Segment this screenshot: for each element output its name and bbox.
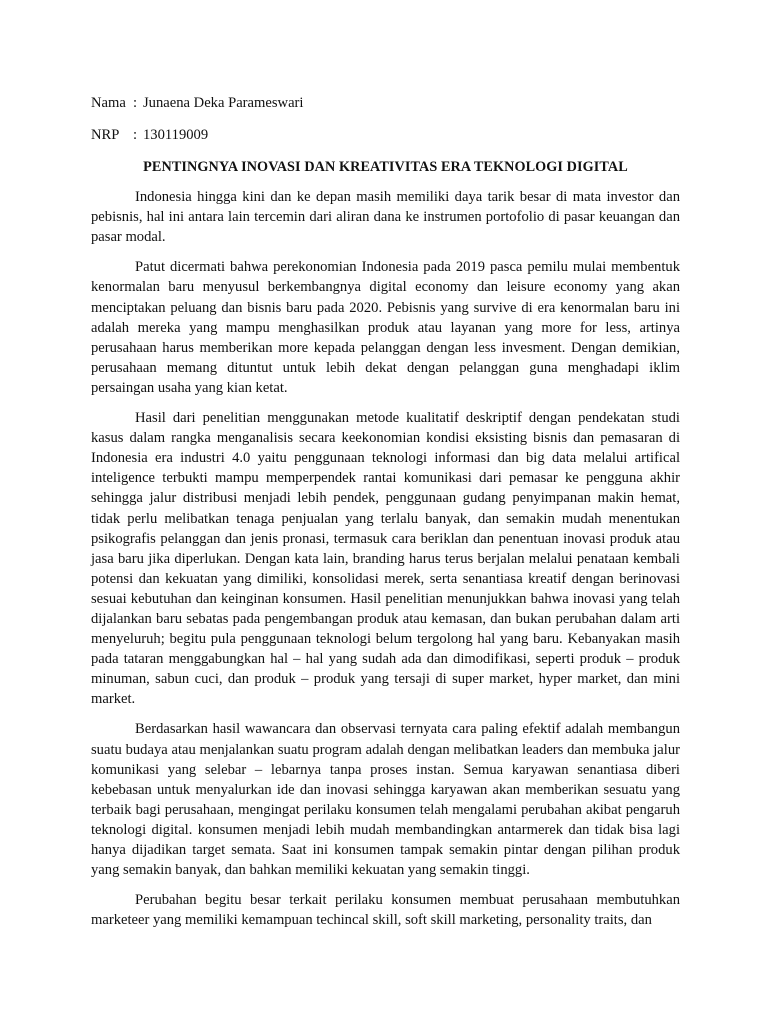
nrp-label: NRP	[91, 127, 120, 143]
paragraph-2: Patut dicermati bahwa perekonomian Indonesia pada 2019 pasca pemilu mulai membentuk kenormalan baru menyusul berkembangnya digital economy dan leisure economy yang akan menciptakan peluang dan bisnis baru pada 2020. Pebisnis yang survive di era kenormalan baru ini adalah mereka yang mampu menghasilkan produk atau layanan yang more for less, artinya perusahaan harus memberikan more kepada pelanggan dengan less invesment. Dengan demikian, perusahaan memang dituntut untuk lebih dekat dengan pelanggan guna menghadapi iklim persaingan usaha yang kian ketat.	[91, 259, 680, 396]
nrp-separator: :	[133, 127, 138, 143]
name-separator: :	[133, 95, 138, 111]
paragraph-1: Indonesia hingga kini dan ke depan masih memiliki daya tarik besar di mata investor dan pebisnis, hal ini antara lain tercemin dari aliran dana ke instrumen portofolio di pasar keuangan dan pasar modal.	[91, 189, 680, 246]
paragraph-5: Perubahan begitu besar terkait perilaku konsumen membuat perusahaan membutuhkan marketeer yang memiliki kemampuan techincal skill, soft skill marketing, personality traits, dan	[91, 892, 680, 929]
document-title: PENTINGNYA INOVASI DAN KREATIVITAS ERA TEKNOLOGI DIGITAL	[143, 159, 628, 175]
paragraph-4: Berdasarkan hasil wawancara dan observasi ternyata cara paling efektif adalah membangun suatu budaya atau menjalankan suatu program adalah dengan melibatkan leaders dan membuka jalur komunikasi yang selebar – lebarnya tanpa proses instan. Semua karyawan senantiasa diberi kebebasan untuk menyalurkan ide dan inovasi sehingga karyawan akan memberikan sesuatu yang terbaik bagi perusahaan, mengingat perilaku konsumen telah mengalami perubahan akibat pengaruh teknologi digital. konsumen menjadi lebih mudah membandingkan antarmerek dan tidak bisa lagi hanya dijadikan target semata. Saat ini konsumen tampak semakin pintar dengan pilihan produk yang semakin banyak, dan bahkan memiliki kekuatan yang semakin tinggi.	[91, 721, 680, 879]
nrp-row	[91, 125, 680, 145]
name-value: Junaena Deka Parameswari	[143, 95, 304, 111]
paragraph-3: Hasil dari penelitian menggunakan metode kualitatif deskriptif dengan pendekatan studi kasus dalam rangka menganalisis secara keekonomian kondisi eksisting bisnis dan pemasaran di Indonesia era industri 4.0 yaitu penggunaan teknologi informasi dan big data melalui artifical inteligence terbukti mampu memperpendek rantai komunikasi dari pemasar ke pengguna akhir sehingga jalur distribusi menjadi lebih pendek, penggunaan gudang penyimpanan makin hemat, tidak perlu melibatkan tenaga penjualan yang terlalu banyak, dan semakin mudah menentukan psikografis pelanggan dan jenis pronasi, termasuk cara beriklan dan penentuan inovasi produk atau jasa baru jika diperlukan. Dengan kata lain, branding harus terus berjalan melalui penataan kembali potensi dan kekuatan yang dimiliki, konsolidasi merek, serta senantiasa kreatif dengan berinovasi sesuai kebutuhan dan keinginan konsumen. Hasil penelitian menunjukkan bahwa inovasi yang telah dijalankan baru sebatas pada pengembangan produk atau kemasan, dan bukan perubahan dalam arti menyeluruh; begitu pula penggunaan teknologi belum tergolong hal yang baru. Kebanyakan masih pada tataran menggabungkan hal – hal yang sudah ada dan dimodifikasi, seperti produk – produk minuman, sabun cuci, dan produk – produk yang tersaji di super market, hyper market, dan mini market.	[91, 410, 680, 708]
nrp-value: 130119009	[143, 127, 209, 143]
name-label: Nama	[91, 95, 126, 111]
name-row	[91, 93, 680, 113]
